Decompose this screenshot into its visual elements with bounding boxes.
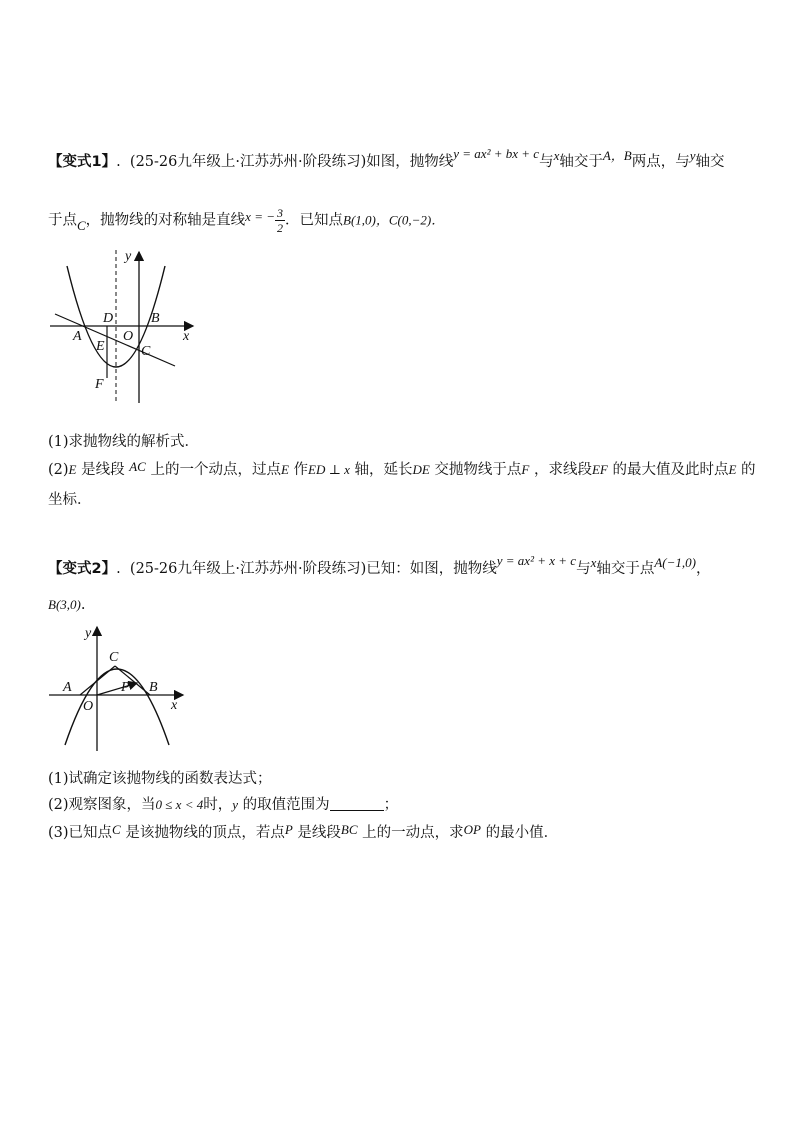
label-c: C <box>141 344 151 359</box>
problem1-q2: (2)E 是线段 AC 上的一个动点，过点E 作ED ⊥ x 轴，延长DE 交抛物线于点F ，求线段EF 的最大值及此时点E 的 <box>48 459 756 478</box>
problem2-line2: B(3,0). <box>48 597 86 613</box>
problem1-equation: y = ax² + bx + c <box>453 146 540 161</box>
label-b: B <box>151 311 160 326</box>
label-o: O <box>83 699 94 714</box>
problem2-q1: (1)试确定该抛物线的函数表达式； <box>48 771 272 787</box>
problem1-source: (25-26九年级上·江苏苏州·阶段练习) <box>129 154 367 170</box>
label-y: y <box>125 249 132 264</box>
segment-op <box>97 683 137 695</box>
label-o: O <box>123 329 134 344</box>
label-x: x <box>183 329 190 344</box>
problem2-tag: 【变式2】 <box>48 561 117 577</box>
label-b: B <box>149 680 158 695</box>
label-y: y <box>85 626 92 641</box>
problem2-q3: (3)已知点C 是该抛物线的顶点，若点P 是线段BC 上的一动点，求OP 的最小值． <box>48 822 559 841</box>
problem2-figure <box>45 623 195 753</box>
problem1-q1: (1)求抛物线的解析式． <box>48 434 200 450</box>
axis-of-symmetry: x = − <box>245 208 275 224</box>
answer-blank[interactable] <box>330 796 384 811</box>
point-b: B(3,0) <box>48 597 81 612</box>
problem2-line1: 【变式2】. (25-26九年级上·江苏苏州·阶段练习)已知：如图，抛物线y = ax² + x + c与x轴交于点A(−1,0)， <box>48 553 711 577</box>
problem1-line2: 于点C，抛物线的对称轴是直线x = − $\frac{3}{2}$ ．已知点B(1,0)，C(0,−2)． <box>48 206 445 235</box>
problem1-line1: 【变式1】. (25-26九年级上·江苏苏州·阶段练习)如图，抛物线y = ax² + bx + c与x轴交于A，B两点，与y轴交 <box>48 146 725 170</box>
label-c: C <box>109 650 119 665</box>
problem1-tag: 【变式1】 <box>48 154 117 170</box>
fraction-3-2: $\frac{3}{2}$ <box>277 206 283 235</box>
label-e: E <box>96 339 105 354</box>
known-points: B(1,0)，C(0,−2)． <box>343 212 445 228</box>
label-x: x <box>171 698 178 713</box>
problem2-source: (25-26九年级上·江苏苏州·阶段练习) <box>129 561 367 577</box>
label-d: D <box>103 311 114 326</box>
label-a: A <box>63 680 72 695</box>
problem2-q2: (2)观察图象，当0 ≤ x < 4时，y 的取值范围为 ； <box>48 797 399 813</box>
inequality: 0 ≤ x < 4 <box>155 797 204 812</box>
problem1-figure <box>45 248 205 408</box>
point-a: A(−1,0) <box>654 555 696 570</box>
problem1-q2-cont: 坐标． <box>48 492 92 508</box>
label-p: P <box>121 680 130 695</box>
label-f: F <box>95 377 104 392</box>
label-a: A <box>73 329 82 344</box>
problem2-equation: y = ax² + x + c <box>496 553 577 568</box>
